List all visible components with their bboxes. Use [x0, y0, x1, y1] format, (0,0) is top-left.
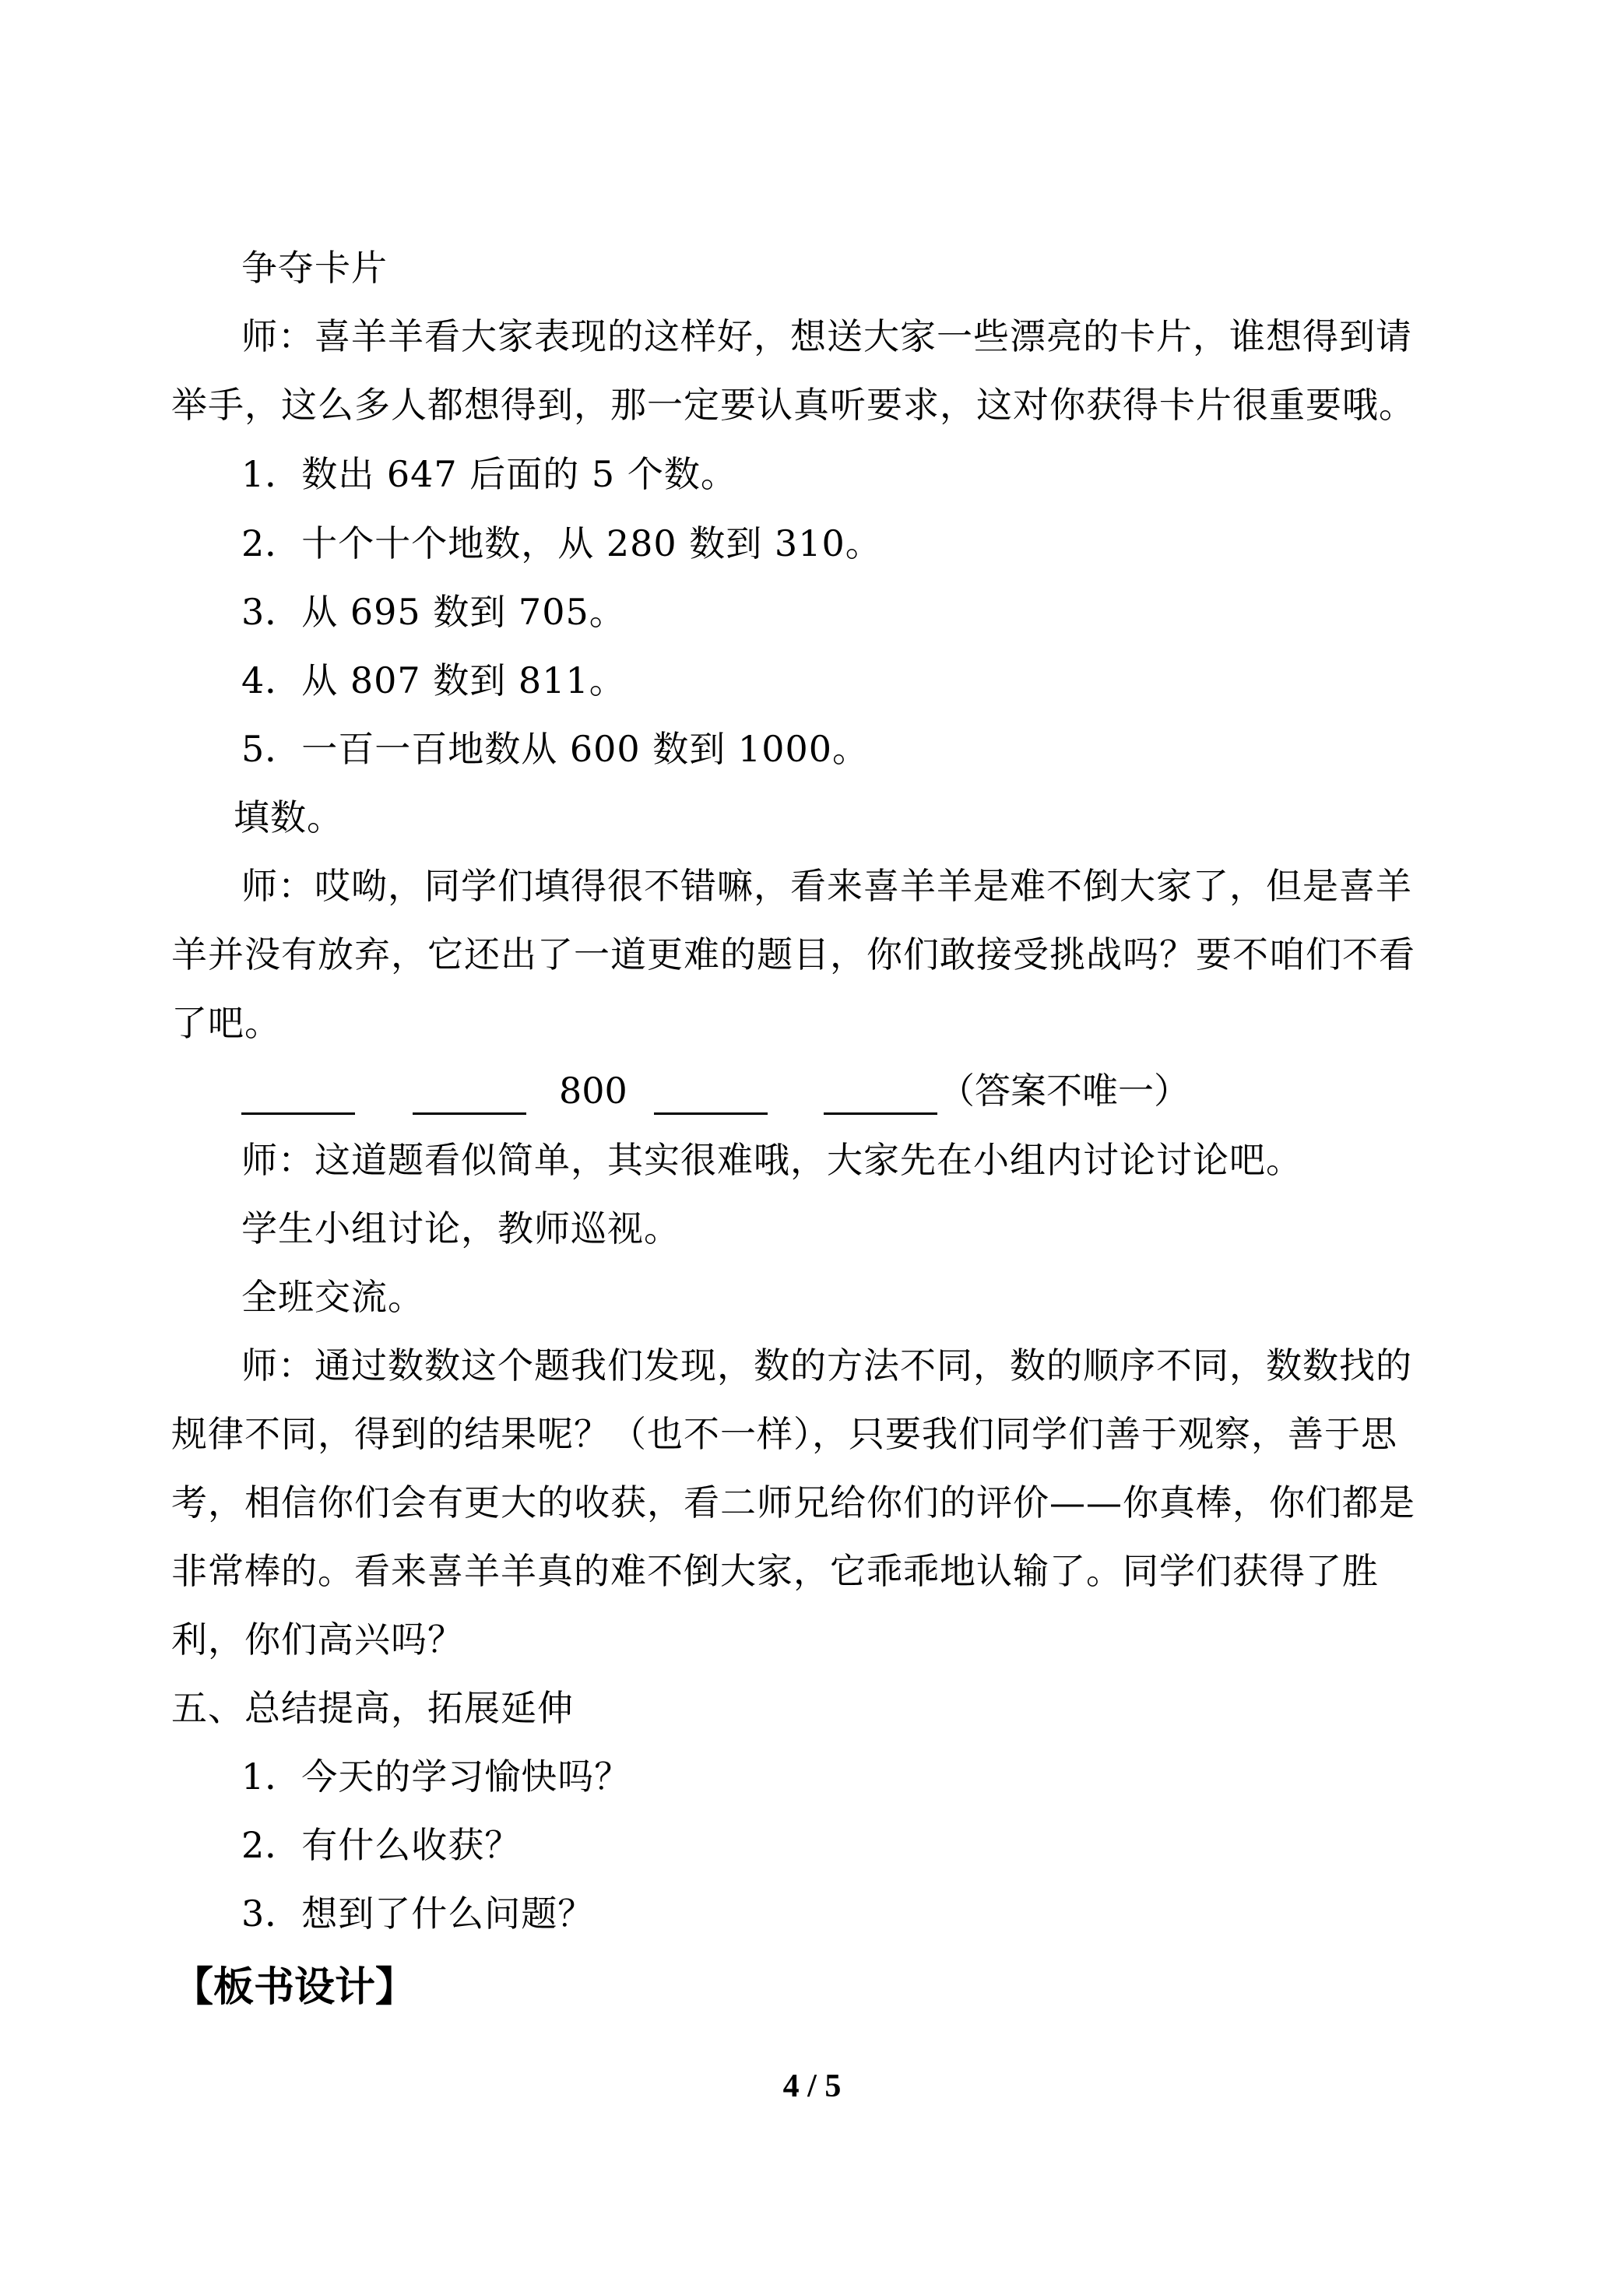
blank-1 [241, 1067, 355, 1115]
paragraph-teacher-summary-line3: 考，相信你们会有更大的收获，看二师兄给你们的评价——你真棒，你们都是 [171, 1481, 1415, 1524]
paragraph-teacher-challenge-line2: 羊并没有放弃，它还出了一道更难的题目，你们敢接受挑战吗？要不咱们不看 [171, 933, 1415, 975]
paragraph-teacher-cards-line1: 师：喜羊羊看大家表现的这样好，想送大家一些漂亮的卡片，谁想得到请 [241, 315, 1412, 357]
task-item-3: 3．从 695 数到 705。 [241, 591, 626, 633]
paragraph-teacher-challenge-line1: 师：哎呦，同学们填得很不错嘛，看来喜羊羊是难不倒大家了，但是喜羊 [241, 865, 1412, 907]
fill-blank-exercise [241, 1067, 1253, 1114]
paragraph-group-discussion: 学生小组讨论，教师巡视。 [241, 1207, 680, 1249]
blank-2 [413, 1067, 526, 1115]
answer-note: （答案不唯一） [939, 1070, 1190, 1112]
paragraph-teacher-summary-line1: 师：通过数数这个题我们发现，数的方法不同，数的顺序不同，数数找的 [241, 1344, 1412, 1386]
blank-4 [824, 1067, 937, 1115]
page-number: 4 / 5 [782, 2068, 842, 2104]
paragraph-teacher-summary-line2: 规律不同，得到的结果呢？（也不一样），只要我们同学们善于观察，善于思 [171, 1413, 1397, 1455]
task-item-5: 5．一百一百地数从 600 数到 1000。 [241, 728, 869, 770]
task-item-2: 2．十个十个地数，从 280 数到 310。 [241, 522, 882, 564]
paragraph-teacher-summary-line4: 非常棒的。看来喜羊羊真的难不倒大家，它乖乖地认输了。同学们获得了胜 [171, 1550, 1379, 1592]
given-number: 800 [559, 1070, 627, 1112]
review-question-3: 3．想到了什么问题？ [241, 1893, 595, 1935]
paragraph-contest-cards: 争夺卡片 [241, 247, 388, 289]
review-question-1: 1．今天的学习愉快吗？ [241, 1756, 631, 1798]
paragraph-teacher-discuss: 师：这道题看似简单，其实很难哦，大家先在小组内讨论讨论吧。 [241, 1139, 1302, 1181]
task-item-4: 4．从 807 数到 811。 [241, 659, 626, 701]
paragraph-teacher-summary-line5: 利，你们高兴吗？ [171, 1618, 464, 1661]
paragraph-teacher-challenge-line3: 了吧。 [171, 1002, 281, 1044]
paragraph-fill-numbers: 填数。 [234, 796, 343, 838]
paragraph-class-exchange: 全班交流。 [241, 1276, 424, 1318]
section-five-title: 五、总结提高，拓展延伸 [171, 1687, 574, 1729]
blank-3 [654, 1067, 768, 1115]
review-question-2: 2．有什么收获？ [241, 1824, 522, 1866]
paragraph-teacher-cards-line2: 举手，这么多人都想得到，那一定要认真听要求，这对你获得卡片很重要哦。 [171, 384, 1415, 426]
task-item-1: 1．数出 647 后面的 5 个数。 [241, 453, 737, 495]
board-design-heading: 【板书设计】 [173, 1964, 417, 2011]
